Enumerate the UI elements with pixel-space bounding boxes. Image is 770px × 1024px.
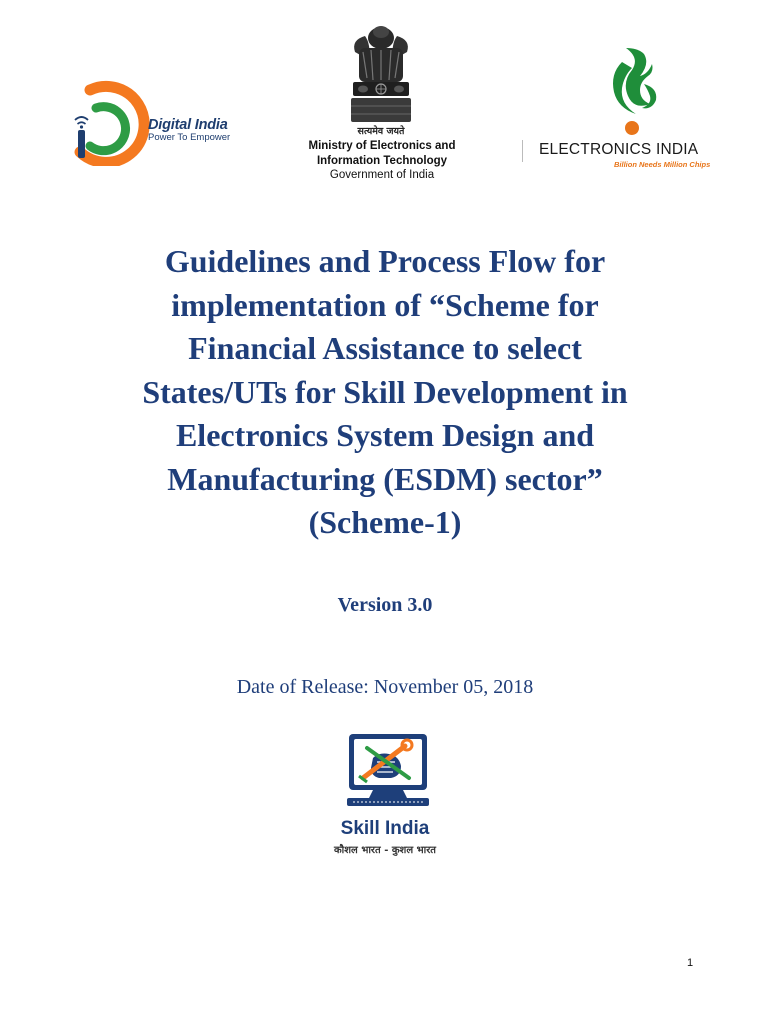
title-line: Guidelines and Process Flow for (164, 243, 606, 279)
ministry-line-2: Information Technology (316, 154, 448, 167)
title-line: Electronics System Design and (175, 417, 595, 453)
digital-india-emblem-icon (72, 80, 152, 166)
document-title (60, 240, 710, 545)
ministry-name (282, 139, 482, 183)
national-motto: सत्यमेव जयते (357, 126, 405, 137)
skill-india-emblem-icon (343, 732, 433, 812)
electronics-india-name: ELECTRONICS INDIA (539, 141, 699, 158)
skill-india-name: Skill India (340, 818, 430, 839)
page-number: 1 (686, 957, 694, 969)
title-line: Financial Assistance to select (188, 330, 582, 366)
title-line: States/UTs for Skill Development in (142, 373, 628, 410)
ministry-line-1: Ministry of Electronics and (308, 140, 456, 152)
digital-india-name: Digital India (148, 117, 228, 133)
document-version: Version 3.0 (337, 594, 433, 616)
electronics-india-emblem-icon (596, 44, 668, 140)
ministry-line-3: Government of India (329, 169, 435, 181)
national-emblem-icon (341, 22, 421, 130)
digital-india-tagline: Power To Empower (148, 132, 231, 143)
skill-india-tagline: कौशल भारत - कुशल भारत (333, 845, 436, 856)
electronics-india-tagline: Billion Needs Million Chips (614, 160, 711, 169)
title-line: implementation of “Scheme for (171, 286, 599, 323)
release-date: Date of Release: November 05, 2018 (236, 676, 534, 698)
digital-india-logo (72, 80, 252, 166)
title-line: Manufacturing (ESDM) sector” (167, 460, 603, 497)
logo-divider (522, 140, 523, 162)
title-line: (Scheme-1) (308, 504, 462, 540)
